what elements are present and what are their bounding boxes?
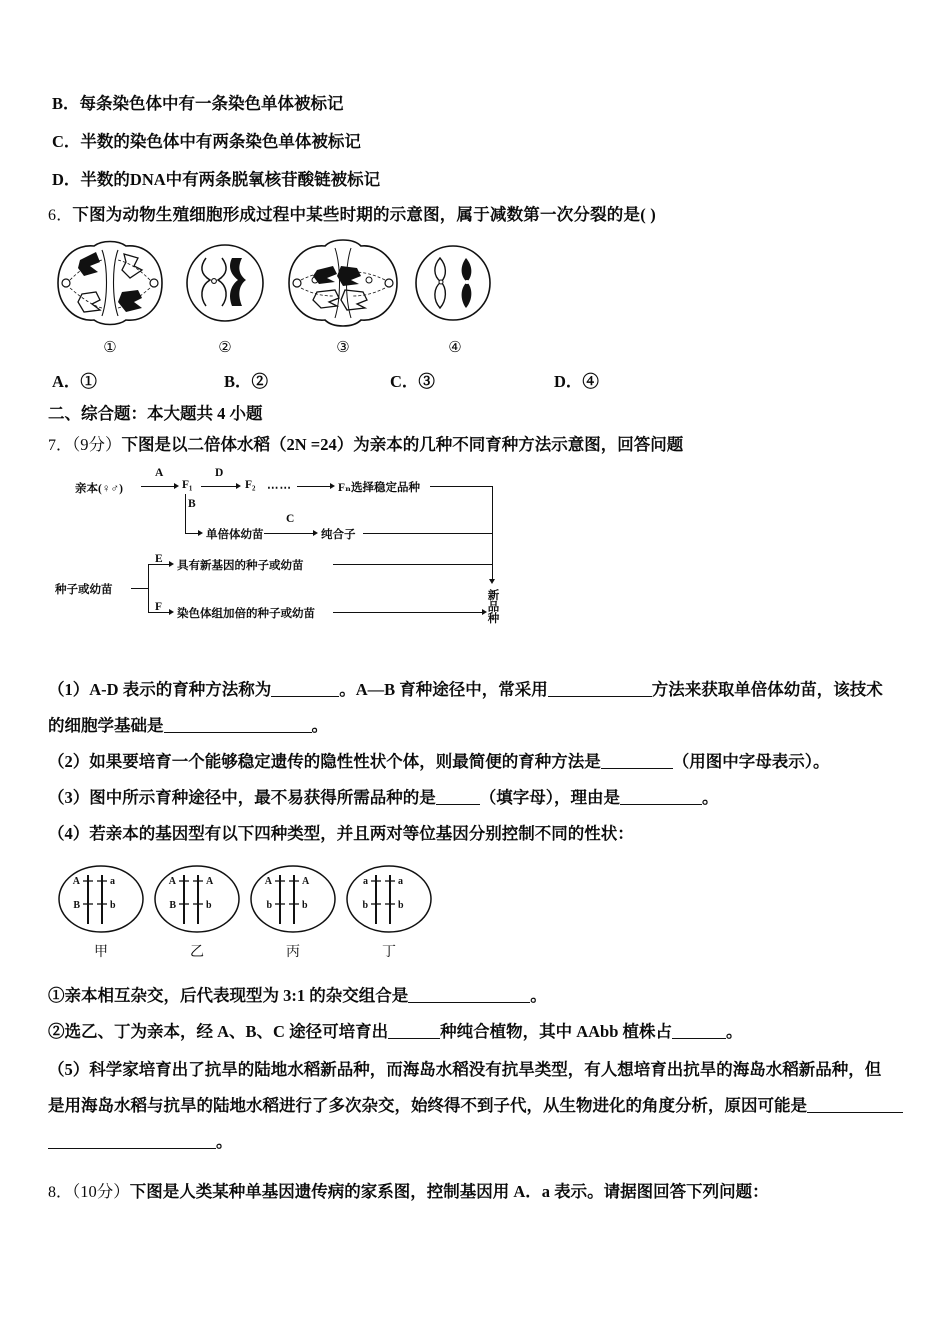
flow-arrowhead-fn <box>330 483 335 489</box>
q7-sub5-blank-1[interactable] <box>807 1112 903 1113</box>
q6-figure-2 <box>170 236 280 357</box>
q7-sub1-part-c: 方法来获取单倍体幼苗，该技术 <box>651 680 883 699</box>
q7-sub5-line2-text: 是用海岛水稻与抗旱的陆地水稻进行了多次杂交，始终得不到子代，从生物进化的角度分析，原因可能是 <box>48 1096 807 1115</box>
q7-sub4-item2-b: 种纯合植物，其中 AAbb 植株占 <box>440 1022 673 1041</box>
flow-result-new-variety: 新品种 <box>486 589 499 624</box>
q7-sub1-part-b: 。A—B 育种途径中，常采用 <box>339 680 548 699</box>
flow-collector-vertical <box>492 486 493 580</box>
q7-sub2-part-a: 如果要培育一个能够稳定遗传的隐性性状个体，则最简便的育种方法是 <box>89 752 601 771</box>
q6-figure-caption-4: ④ <box>448 340 462 356</box>
flow-label-c: C <box>286 513 295 525</box>
q6-figure-group <box>50 236 480 356</box>
svg-text:B: B <box>73 900 80 911</box>
question-7-number: 7． <box>48 437 73 454</box>
q7-sub2-part-b: （用图中字母表示）。 <box>672 752 830 771</box>
flow-branch-line-b <box>185 494 186 534</box>
q7-sub3-blank-2[interactable] <box>620 804 702 805</box>
flow-arrow-line-fn <box>297 486 331 487</box>
question-7-stem-row <box>48 431 683 455</box>
svg-text:A: A <box>72 876 80 887</box>
svg-text:b: b <box>362 900 368 911</box>
q6-figure-4 <box>400 236 510 357</box>
svg-text:b: b <box>302 900 308 911</box>
flow-collector-line-1 <box>430 486 493 487</box>
flow-parent: 亲本(♀♂) <box>75 483 123 495</box>
svg-text:b: b <box>110 900 116 911</box>
genotype-caption-4: 丁 <box>382 945 396 960</box>
q7-sub1-blank-1[interactable] <box>271 696 339 697</box>
chromosome-pair-cell-icon <box>170 236 280 331</box>
question-6-stem-row <box>48 202 656 229</box>
q7-sub1-prefix: （1） <box>48 680 90 699</box>
q7-sub4-item1 <box>48 982 547 1006</box>
option-text-d: 半数的DNA中有两条脱氧核苷酸链被标记 <box>80 170 381 189</box>
genotype-cell-2 <box>151 862 243 961</box>
genotype-cell-icon <box>151 862 243 936</box>
genotype-caption-3: 丙 <box>286 945 300 960</box>
flow-collector-line-2 <box>363 533 493 534</box>
flow-f2: F₂ <box>245 479 256 491</box>
q6-choice-a[interactable] <box>52 368 97 392</box>
option-text-c: 半数的染色体中有两条染色单体被标记 <box>80 132 361 151</box>
q6-choice-d-value: ④ <box>582 372 599 391</box>
q7-sub1-blank-2[interactable] <box>548 696 652 697</box>
genotype-cell-icon <box>343 862 435 936</box>
svg-text:b: b <box>206 900 212 911</box>
option-text-b: 每条染色体中有一条染色单体被标记 <box>79 94 344 113</box>
svg-text:A: A <box>264 876 272 887</box>
q7-sub4-item2-a: ②选乙、丁为亲本，经 A、B、C 途径可培育出 <box>48 1022 389 1041</box>
q7-sub5-blank-2[interactable] <box>48 1148 216 1149</box>
flow-homozygote: 纯合子 <box>321 529 356 541</box>
q7-sub4-item2 <box>48 1018 743 1042</box>
meiosis-anaphase-ii-icon <box>283 236 403 331</box>
flow-collector-line-4 <box>333 612 483 613</box>
genotype-cell-icon <box>247 862 339 936</box>
flow-label-b: B <box>188 498 196 510</box>
flow-arrow-line-d <box>201 486 237 487</box>
option-letter-c: C． <box>52 132 81 151</box>
q7-sub3-part-c: 。 <box>702 788 719 807</box>
q6-figure-caption-1: ① <box>103 340 117 356</box>
q7-sub5-line1-text: 科学家培育出了抗旱的陆地水稻新品种，而海岛水稻没有抗旱类型，有人想培育出抗旱的海岛水稻新品种，但 <box>89 1060 882 1079</box>
svg-text:B: B <box>169 900 176 911</box>
q6-choice-c-letter: C． <box>390 372 419 391</box>
option-letter-b: B． <box>52 94 80 113</box>
question-7-score: （9分） <box>72 435 122 454</box>
flow-label-a: A <box>155 467 164 479</box>
svg-text:a: a <box>398 876 403 887</box>
q7-sub2-line <box>48 748 830 772</box>
flow-fn: Fₙ选择稳定品种 <box>338 482 420 494</box>
q7-sub4-item1-blank[interactable] <box>408 1002 530 1003</box>
svg-text:A: A <box>302 876 310 887</box>
flow-arrowhead-f <box>169 609 174 615</box>
q7-sub3-part-b: （填字母），理由是 <box>479 788 620 807</box>
q7-sub5-line1 <box>48 1056 881 1080</box>
genotype-caption-2: 乙 <box>190 945 204 960</box>
q7-sub1-blank-3[interactable] <box>164 732 312 733</box>
q6-figure-caption-3: ③ <box>336 340 350 356</box>
q7-sub5-line3-tail: 。 <box>216 1132 233 1151</box>
flow-doubled-seed: 染色体组加倍的种子或幼苗 <box>177 608 315 620</box>
q7-sub4-item2-blank-1[interactable] <box>388 1038 440 1039</box>
q7-sub4-line <box>48 820 634 844</box>
q7-sub1-line2-b: 。 <box>311 716 328 735</box>
question-8-stem-row <box>48 1178 769 1202</box>
question-6-stem: 下图为动物生殖细胞形成过程中某些时期的示意图，属于减数第一次分裂的是( ) <box>72 205 656 224</box>
chromosome-rod-cell-icon <box>400 236 510 331</box>
q6-figure-3 <box>283 236 403 357</box>
flow-label-d: D <box>215 467 224 479</box>
option-row-d <box>52 166 912 190</box>
q7-sub3-part-a: 图中所示育种途径中，最不易获得所需品种的是 <box>89 788 436 807</box>
option-row-c <box>52 128 912 152</box>
question-8-score: （10分） <box>72 1182 130 1201</box>
q7-sub1-part-a: A-D 表示的育种方法称为 <box>89 680 272 699</box>
flow-seed-or-seedling: 种子或幼苗 <box>55 584 113 596</box>
q6-choice-d[interactable] <box>554 368 599 392</box>
question-8-number: 8． <box>48 1184 73 1201</box>
q7-sub4-item1-b: 。 <box>530 986 547 1005</box>
flow-arrowhead-d <box>236 483 241 489</box>
genotype-cell-1 <box>55 862 147 961</box>
q7-sub4-prefix: （4） <box>48 824 90 843</box>
q7-sub5-line2 <box>48 1092 903 1116</box>
flow-collector-line-3 <box>333 564 493 565</box>
flow-arrowhead-a <box>174 483 179 489</box>
flow-label-e: E <box>155 553 163 565</box>
q7-sub3-blank-1[interactable] <box>436 804 480 805</box>
flow-seed-bracket <box>148 564 149 612</box>
q7-sub2-blank-1[interactable] <box>601 768 673 769</box>
flow-dots: ⋯⋯ <box>267 482 292 494</box>
q7-sub4-item2-blank-2[interactable] <box>672 1038 726 1039</box>
q6-choice-b-letter: B． <box>224 372 252 391</box>
q7-sub4-item1-a: ①亲本相互杂交，后代表现型为 3:1 的杂交组合是 <box>48 986 409 1005</box>
svg-text:A: A <box>206 876 214 887</box>
q7-sub1-line2-a: 的细胞学基础是 <box>48 716 164 735</box>
genotype-cell-3 <box>247 862 339 961</box>
q6-choice-b-value: ② <box>251 372 269 391</box>
flow-arrow-line-a <box>141 486 175 487</box>
svg-text:b: b <box>266 900 272 911</box>
svg-text:a: a <box>363 876 368 887</box>
q7-sub3-line <box>48 784 719 808</box>
section-2-heading: 二、综合题：本大题共 4 小题 <box>48 404 263 423</box>
q7-sub2-prefix: （2） <box>48 752 90 771</box>
svg-text:a: a <box>110 876 115 887</box>
q7-sub4-item2-c: 。 <box>726 1022 743 1041</box>
q7-sub1-line1 <box>48 676 883 700</box>
flow-arrow-line-c <box>264 533 314 534</box>
breeding-flowchart <box>55 467 499 647</box>
svg-text:A: A <box>168 876 176 887</box>
q7-sub5-line3 <box>48 1128 233 1152</box>
flow-arrowhead-c <box>313 530 318 536</box>
q6-figure-1 <box>50 236 170 357</box>
question-6-number: 6． <box>48 207 73 224</box>
q6-choice-c-value: ③ <box>418 372 435 391</box>
flow-arrow-line-f <box>148 612 170 613</box>
q7-sub1-line2 <box>48 712 328 736</box>
flow-new-gene-seed: 具有新基因的种子或幼苗 <box>177 560 304 572</box>
q6-choice-a-value: ① <box>80 372 97 391</box>
q7-sub4-text: 若亲本的基因型有以下四种类型，并且两对等位基因分别控制不同的性状： <box>89 824 634 843</box>
genotype-caption-1: 甲 <box>94 945 108 960</box>
meiosis-anaphase-i-icon <box>50 236 170 331</box>
flow-seed-stem <box>131 588 149 589</box>
genotype-cell-icon <box>55 862 147 936</box>
flow-arrow-line-e <box>148 564 170 565</box>
q6-choice-c[interactable] <box>390 368 435 392</box>
flow-arrowhead-b <box>198 530 203 536</box>
q7-sub3-prefix: （3） <box>48 788 90 807</box>
option-row-b <box>52 90 912 114</box>
flow-label-f: F <box>155 601 163 613</box>
flow-f1: F₁ <box>182 479 193 491</box>
genotype-cell-group <box>55 862 435 962</box>
q7-sub5-prefix: （5） <box>48 1060 90 1079</box>
flow-branch-line-b2 <box>185 533 199 534</box>
option-letter-d: D． <box>52 170 81 189</box>
flow-arrowhead-e <box>169 561 174 567</box>
genotype-cell-4 <box>343 862 435 961</box>
q6-choice-d-letter: D． <box>554 372 583 391</box>
q6-choice-b[interactable] <box>224 368 268 392</box>
q6-figure-caption-2: ② <box>218 340 232 356</box>
flow-haploid: 单倍体幼苗 <box>206 529 264 541</box>
flow-arrowhead-result-v <box>489 579 495 584</box>
question-8-stem: 下图是人类某种单基因遗传病的家系图，控制基因用 A．a 表示。请据图回答下列问题： <box>129 1182 769 1201</box>
q6-choice-a-letter: A． <box>52 372 81 391</box>
question-7-stem: 下图是以二倍体水稻（2N =24）为亲本的几种不同育种方法示意图，回答问题 <box>121 435 684 454</box>
svg-text:b: b <box>398 900 404 911</box>
